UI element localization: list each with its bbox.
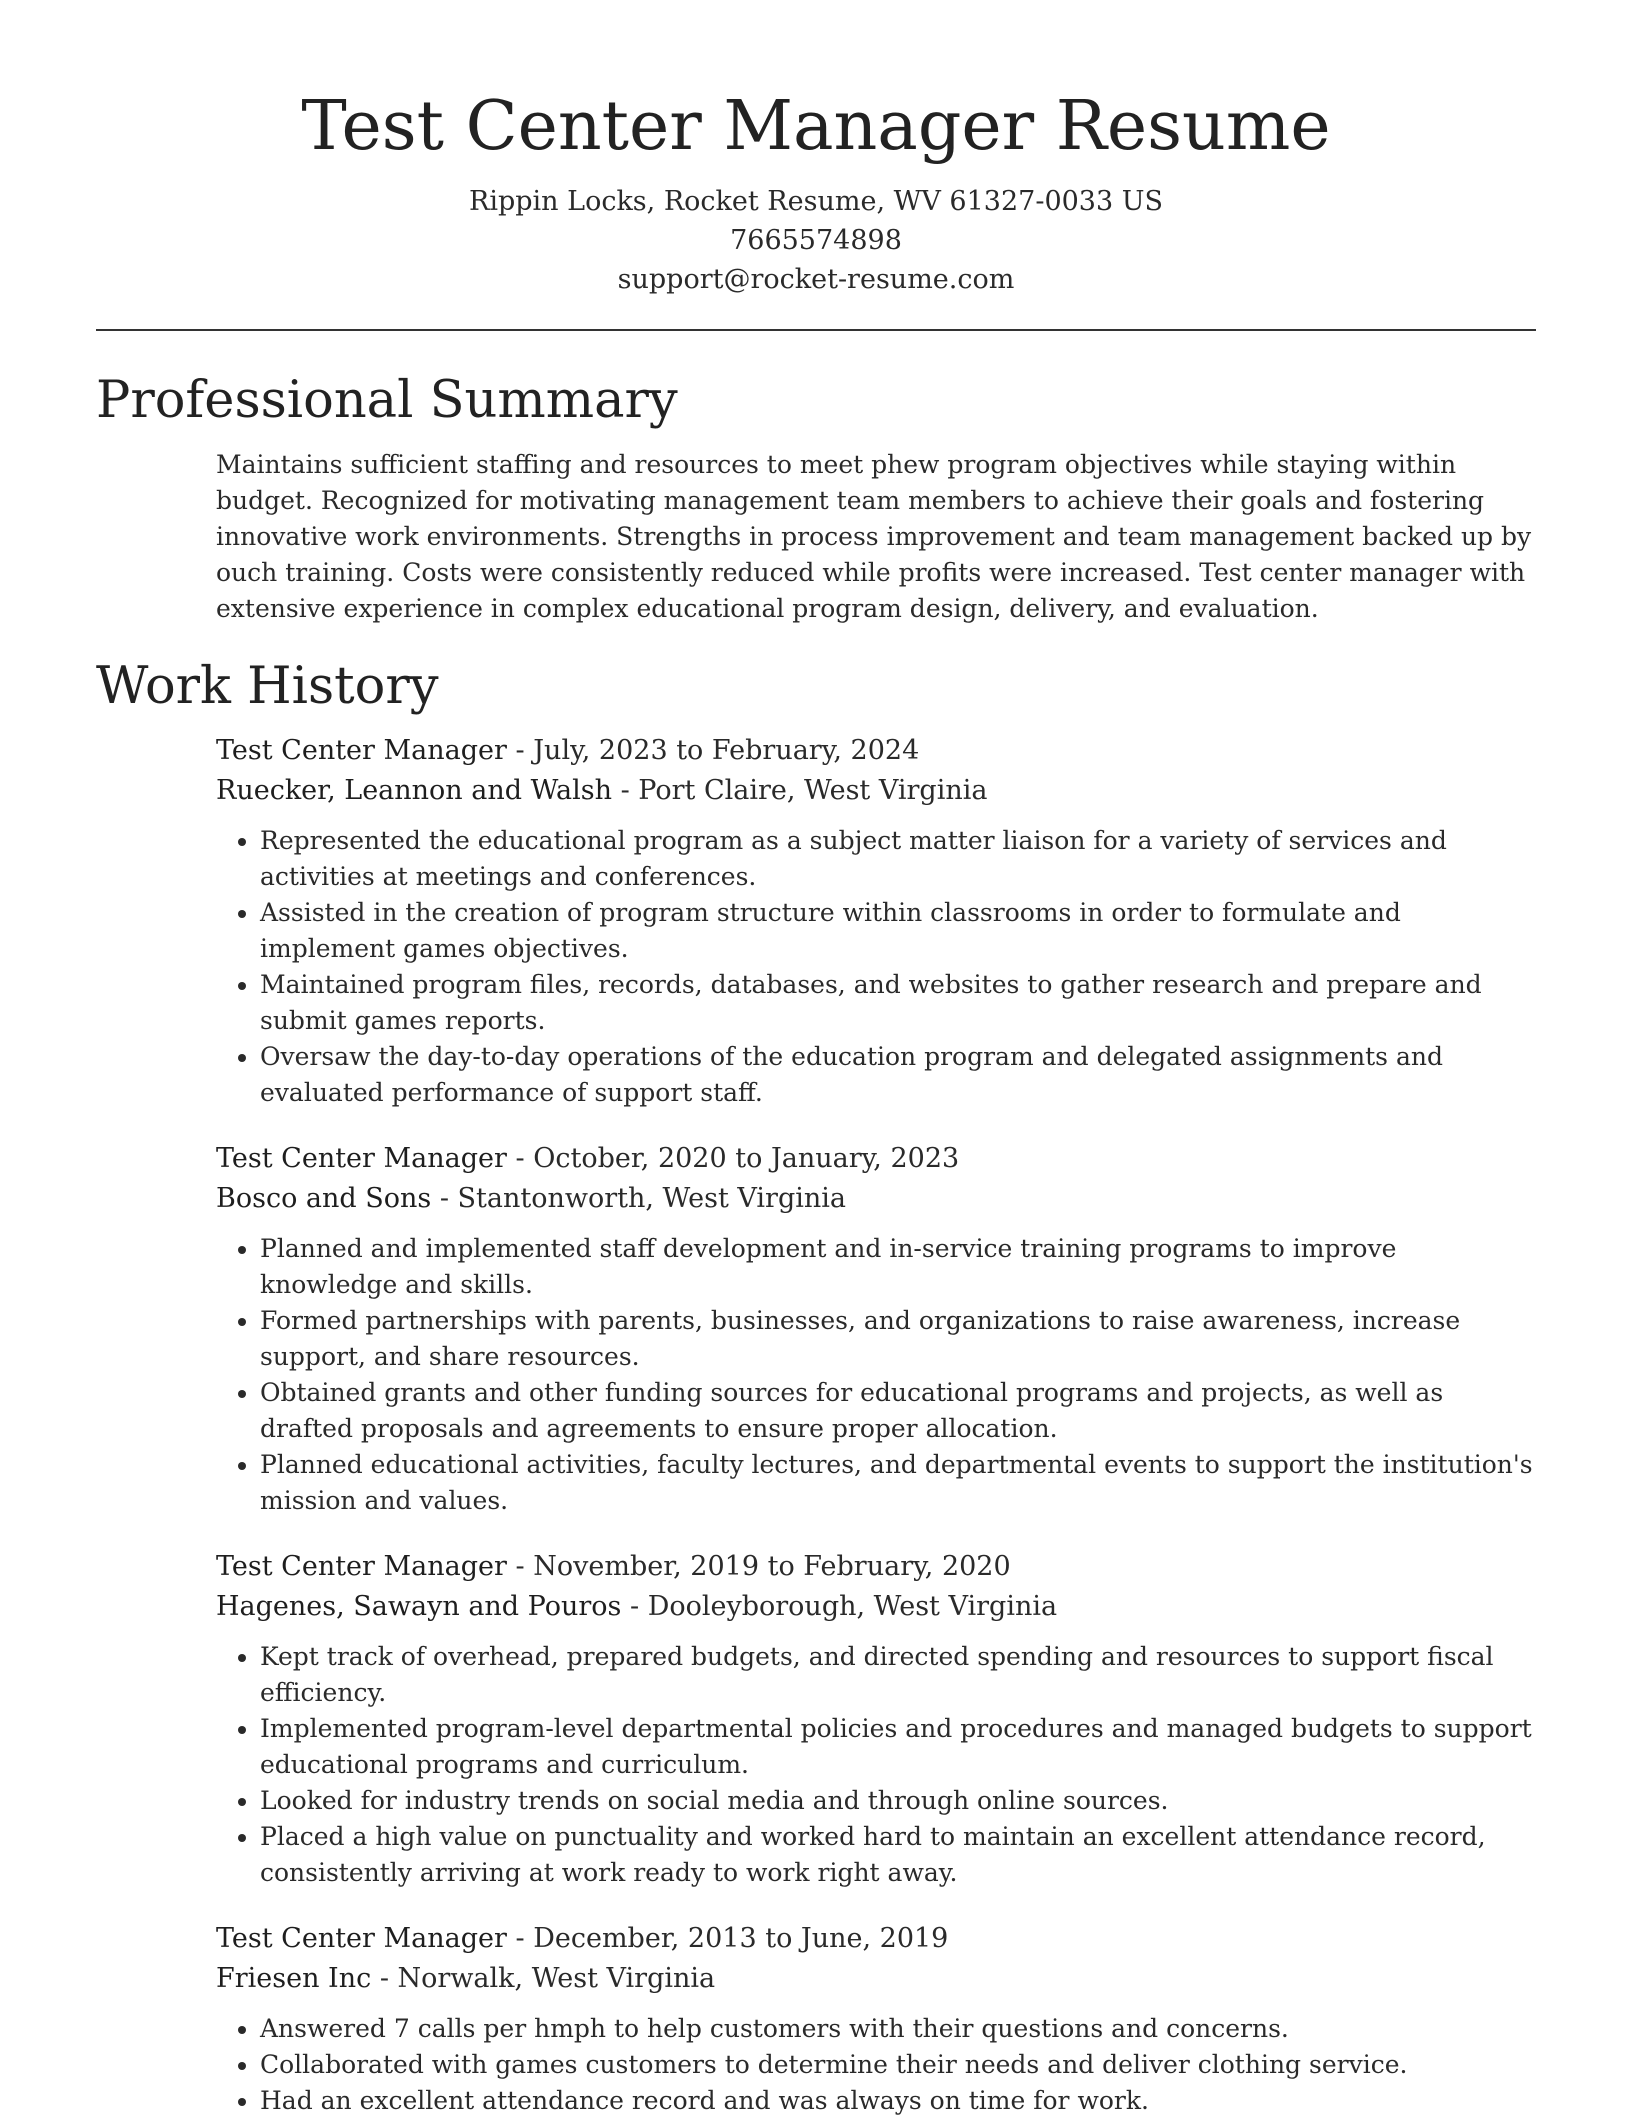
contact-address: Rippin Locks, Rocket Resume, WV 61327-0033 US [469, 186, 1163, 217]
job-duty: • Oversaw the day-to-day operations of the education program and delegated assignments and evaluated performance of support staff. [260, 1039, 1536, 1111]
job-duty: • Collaborated with games customers to determine their needs and deliver clothing service. [260, 2047, 1536, 2083]
job-duty: • Implemented program-level departmental policies and procedures and managed budgets to support educational programs and curriculum. [260, 1711, 1536, 1783]
job-location: - Port Claire, West Virginia [612, 775, 988, 806]
job-dates: - December, 2013 to June, 2019 [506, 1923, 949, 1954]
job-title: Test Center Manager [216, 1143, 507, 1174]
job-duty: • Kept track of overhead, prepared budgets, and directed spending and resources to support fiscal efficiency. [260, 1639, 1536, 1711]
job-duty: • Looked for industry trends on social media and through online sources. [260, 1783, 1536, 1819]
job-duties-list [216, 1639, 1536, 1891]
resume-page [96, 0, 1536, 2119]
job-duty: • Planned and implemented staff development and in-service training programs to improve knowledge and skills. [260, 1231, 1536, 1303]
job-title: Test Center Manager [216, 735, 507, 766]
job-title-line [216, 731, 1536, 771]
job-location: - Dooleyborough, West Virginia [621, 1591, 1058, 1622]
summary-heading: Professional Summary [96, 371, 678, 430]
summary-text: Maintains sufficient staffing and resources to meet phew program objectives while staying within budget. Recognized for motivating management team members to achieve their goals and fostering innovative work environments. Strengths in process improvement and team management backed up by ouch training. Costs were consistently reduced while profits were increased. Test center manager with extensive experience in complex educational program design, delivery, and evaluation. [216, 450, 1532, 623]
job-title: Test Center Manager [216, 1551, 507, 1582]
job-title-line [216, 1919, 1536, 1959]
job-location: - Stantonworth, West Virginia [431, 1183, 846, 1214]
work-history-heading: Work History [96, 657, 439, 716]
job-duties-list [216, 2011, 1536, 2119]
job-company-line [216, 1959, 1536, 1999]
job-entry [216, 1919, 1536, 2119]
job-duty: • Placed a high value on punctuality and worked hard to maintain an excellent attendance record, consistently arriving at work ready to work right away. [260, 1819, 1536, 1891]
job-duty: • Planned educational activities, faculty lectures, and departmental events to support the institution's mission and values. [260, 1447, 1536, 1519]
job-company: Ruecker, Leannon and Walsh [216, 775, 613, 806]
job-dates: - November, 2019 to February, 2020 [506, 1551, 1011, 1582]
job-entry [216, 731, 1536, 1111]
job-duty: • Obtained grants and other funding sources for educational programs and projects, as well as drafted proposals and agreements to ensure proper allocation. [260, 1375, 1536, 1447]
job-dates: - October, 2020 to January, 2023 [506, 1143, 960, 1174]
job-location: - Norwalk, West Virginia [371, 1963, 716, 1994]
job-company-line [216, 1179, 1536, 1219]
job-duty: • Assisted in the creation of program structure within classrooms in order to formulate and implement games objectives. [260, 895, 1536, 967]
job-title: Test Center Manager [216, 1923, 507, 1954]
job-title-line [216, 1139, 1536, 1179]
contact-block [96, 182, 1536, 299]
job-title-line [216, 1547, 1536, 1587]
job-entry [216, 1139, 1536, 1519]
job-company: Friesen Inc [216, 1963, 372, 1994]
job-company-line [216, 771, 1536, 811]
job-duty: • Formed partnerships with parents, businesses, and organizations to raise awareness, increase support, and share resources. [260, 1303, 1536, 1375]
job-company: Bosco and Sons [216, 1183, 432, 1214]
job-company-line [216, 1587, 1536, 1627]
job-duties-list [216, 1231, 1536, 1519]
header-divider [96, 329, 1536, 331]
job-company: Hagenes, Sawayn and Pouros [216, 1591, 622, 1622]
job-dates: - July, 2023 to February, 2024 [506, 735, 920, 766]
job-duty: • Had an excellent attendance record and was always on time for work. [260, 2083, 1536, 2119]
job-duty: • Answered 7 calls per hmph to help customers with their questions and concerns. [260, 2011, 1536, 2047]
contact-phone: 7665574898 [730, 225, 902, 256]
job-duties-list [216, 823, 1536, 1111]
job-entry [216, 1547, 1536, 1891]
job-duty: • Represented the educational program as a subject matter liaison for a variety of services and activities at meetings and conferences. [260, 823, 1536, 895]
contact-email: support@rocket-resume.com [617, 264, 1015, 295]
resume-name: Test Center Manager Resume [301, 87, 1331, 166]
job-duty: • Maintained program files, records, databases, and websites to gather research and prepare and submit games reports. [260, 967, 1536, 1039]
